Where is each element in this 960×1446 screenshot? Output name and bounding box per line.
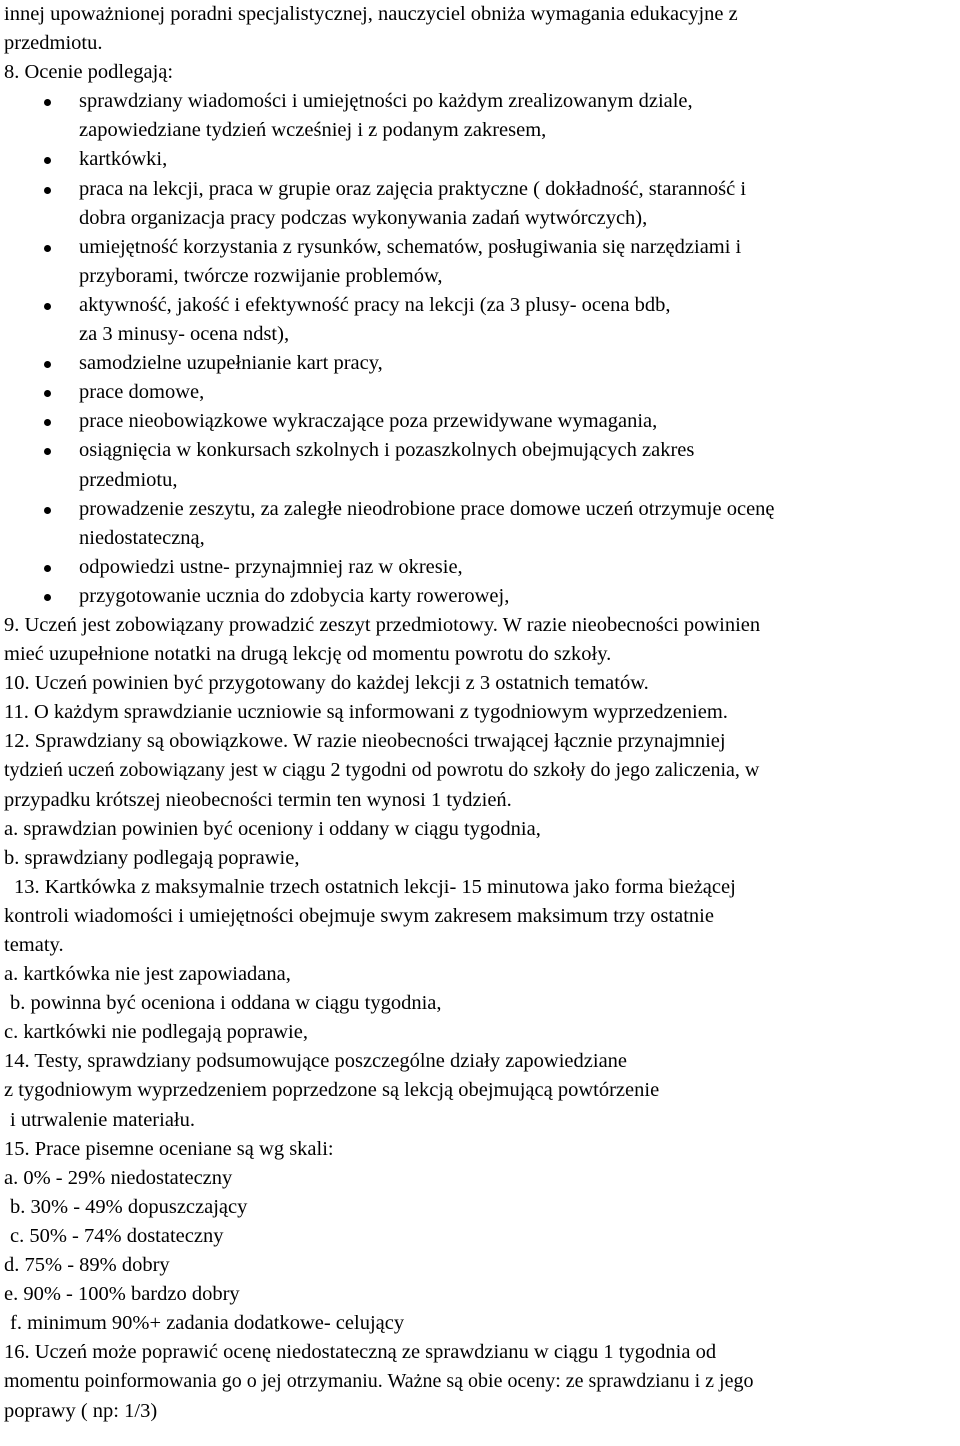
- paragraph-14-line-2: z tygodniowym wyprzedzeniem poprzedzone są lekcją obejmującą powtórzenie: [4, 1079, 660, 1102]
- grade-scale-b: b. 30% - 49% dopuszczający: [10, 1195, 248, 1218]
- bullet-icon: [44, 448, 51, 455]
- list-item-text: sprawdziany wiadomości i umiejętności po każdym zrealizowanym dziale,: [79, 90, 693, 113]
- list-item-text: aktywność, jakość i efektywność pracy na lekcji (za 3 plusy- ocena bdb,: [79, 293, 671, 316]
- list-item-continuation: za 3 minusy- ocena ndst),: [79, 323, 290, 346]
- paragraph-13-item-b: b. powinna być oceniona i oddana w ciągu tygodnia,: [10, 992, 442, 1015]
- assessment-list: [4, 87, 956, 611]
- intro-line-1: innej upoważnionej poradni specjalistycznej, nauczyciel obniża wymagania edukacyjne z: [4, 3, 738, 25]
- list-item: [4, 553, 956, 582]
- paragraph-12-line-3: przypadku krótszej nieobecności termin ten wynosi 1 tydzień.: [4, 788, 512, 811]
- list-item: [4, 378, 956, 407]
- grade-scale-a: a. 0% - 29% niedostateczny: [4, 1166, 233, 1189]
- list-item: [4, 407, 956, 436]
- grade-scale-f: f. minimum 90%+ zadania dodatkowe- celujący: [10, 1312, 405, 1335]
- bullet-icon: [44, 303, 51, 310]
- list-item: [4, 145, 956, 174]
- list-item-text: umiejętność korzystania z rysunków, schematów, posługiwania się narzędziami i: [79, 235, 742, 258]
- paragraph-9-line-1: 9. Uczeń jest zobowiązany prowadzić zeszyt przedmiotowy. W razie nieobecności powinien: [4, 613, 761, 636]
- list-item: [4, 291, 956, 320]
- section-8-heading: 8. Ocenie podlegają:: [4, 61, 174, 84]
- list-item-continuation: zapowiedziane tydzień wcześniej i z podanym zakresem,: [79, 119, 547, 142]
- list-item-text: osiągnięcia w konkursach szkolnych i pozaszkolnych obejmujących zakres: [79, 439, 695, 462]
- list-item-text: samodzielne uzupełnianie kart pracy,: [79, 352, 383, 375]
- list-item-text: prowadzenie zeszytu, za zaległe nieodrobione prace domowe uczeń otrzymuje ocenę: [79, 497, 775, 520]
- bullet-icon: [44, 507, 51, 514]
- paragraph-13-line-2: kontroli wiadomości i umiejętności obejmuje swym zakresem maksimum trzy ostatnie: [4, 904, 714, 927]
- paragraph-14-line-3: i utrwalenie materiału.: [10, 1108, 195, 1131]
- bullet-icon: [44, 157, 51, 164]
- intro-line-2: przedmiotu.: [4, 32, 103, 55]
- bullet-icon: [44, 361, 51, 368]
- paragraph-13-item-a: a. kartkówka nie jest zapowiadana,: [4, 963, 291, 986]
- grade-scale-c: c. 50% - 74% dostateczny: [10, 1224, 224, 1247]
- paragraph-11: 11. O każdym sprawdzianie uczniowie są informowani z tygodniowym wyprzedzeniem.: [4, 701, 728, 724]
- list-item-text: przygotowanie ucznia do zdobycia karty rowerowej,: [79, 584, 510, 607]
- paragraph-12-line-1: 12. Sprawdziany są obowiązkowe. W razie nieobecności trwającej łącznie przynajmniej: [4, 730, 726, 753]
- list-item: [4, 436, 956, 465]
- paragraph-13-line-3: tematy.: [4, 934, 64, 956]
- list-item: [4, 349, 956, 378]
- list-item: [4, 175, 956, 204]
- bullet-icon: [44, 594, 51, 601]
- paragraph-13-item-c: c. kartkówki nie podlegają poprawie,: [4, 1021, 308, 1044]
- grade-scale-d: d. 75% - 89% dobry: [4, 1254, 170, 1277]
- list-item-text: prace nieobowiązkowe wykraczające poza przewidywane wymagania,: [79, 410, 658, 433]
- list-item-continuation: niedostateczną,: [79, 526, 205, 549]
- document-page: [4, 0, 956, 1426]
- bullet-icon: [44, 419, 51, 426]
- paragraph-12-item-b: b. sprawdziany podlegają poprawie,: [4, 846, 300, 869]
- paragraph-9-line-2: mieć uzupełnione notatki na drugą lekcję od momentu powrotu do szkoły.: [4, 643, 612, 666]
- list-item-text: praca na lekcji, praca w grupie oraz zajęcia praktyczne ( dokładność, staranność i: [79, 177, 747, 200]
- bullet-icon: [44, 390, 51, 397]
- paragraph-10: 10. Uczeń powinien być przygotowany do każdej lekcji z 3 ostatnich tematów.: [4, 672, 649, 695]
- paragraph-14-line-1: 14. Testy, sprawdziany podsumowujące poszczególne działy zapowiedziane: [4, 1050, 628, 1073]
- list-item-text: odpowiedzi ustne- przynajmniej raz w okresie,: [79, 555, 463, 578]
- paragraph-12-line-2: tydzień uczeń zobowiązany jest w ciągu 2 tygodni od powrotu do szkoły do jego zaliczenia, w: [4, 759, 760, 782]
- list-item-continuation: przyborami, twórcze rozwijanie problemów,: [79, 264, 443, 287]
- paragraph-16-line-2: momentu poinformowania go o jej otrzymaniu. Ważne są obie oceny: ze sprawdzianu i z jego: [4, 1370, 754, 1393]
- paragraph-16-line-1: 16. Uczeń może poprawić ocenę niedostateczną ze sprawdzianu w ciągu 1 tygodnia od: [4, 1341, 717, 1364]
- bullet-icon: [44, 565, 51, 572]
- bullet-icon: [44, 245, 51, 252]
- bullet-icon: [44, 99, 51, 106]
- grade-scale-e: e. 90% - 100% bardzo dobry: [4, 1283, 240, 1306]
- list-item: [4, 87, 956, 116]
- paragraph-15: 15. Prace pisemne oceniane są wg skali:: [4, 1137, 334, 1160]
- list-item: [4, 233, 956, 262]
- list-item-text: kartkówki,: [79, 148, 168, 171]
- paragraph-12-item-a: a. sprawdzian powinien być oceniony i oddany w ciągu tygodnia,: [4, 817, 541, 840]
- paragraph-13-line-1: 13. Kartkówka z maksymalnie trzech ostatnich lekcji- 15 minutowa jako forma bieżącej: [14, 875, 736, 898]
- bullet-icon: [44, 187, 51, 194]
- list-item-continuation: dobra organizacja pracy podczas wykonywania zadań wytwórczych),: [79, 206, 648, 229]
- list-item: [4, 495, 956, 524]
- paragraph-16-line-3: poprawy ( np: 1/3): [4, 1399, 158, 1422]
- list-item-continuation: przedmiotu,: [79, 468, 178, 491]
- list-item: [4, 582, 956, 611]
- list-item-text: prace domowe,: [79, 381, 205, 404]
